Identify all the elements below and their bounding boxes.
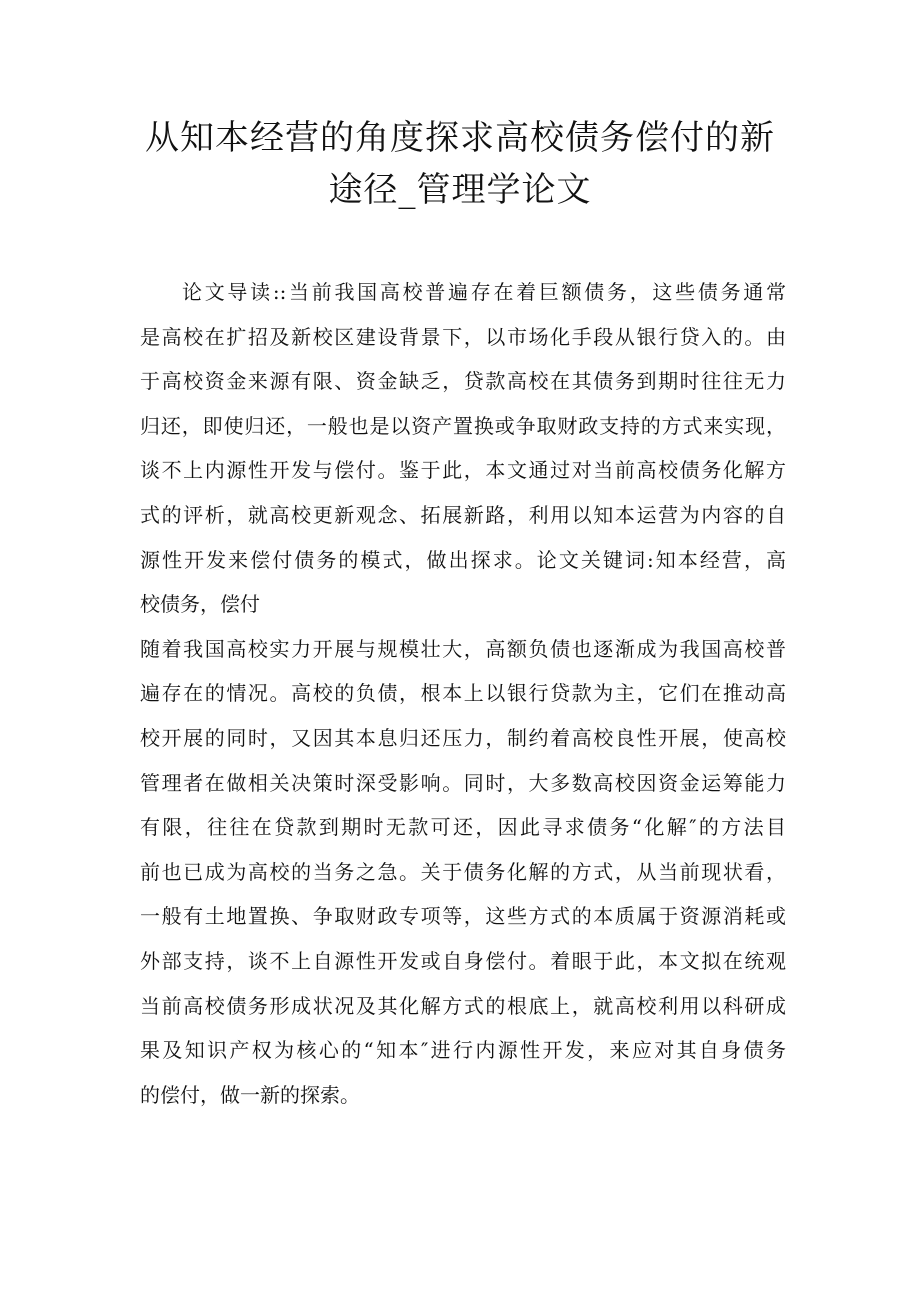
document-title <box>140 112 780 216</box>
title-line-1: 从知本经营的角度探求高校债务偿付的新 <box>145 118 775 158</box>
text-line: 校债务，偿付 <box>140 592 260 617</box>
text-line: 式的评析，就高校更新观念、拓展新路，利用以知本运营为内容的自 <box>140 502 786 527</box>
text-line: 外部支持，谈不上自源性开发或自身偿付。着眼于此，本文拟在统观 <box>140 948 786 973</box>
text-line: 遍存在的情况。高校的负债，根本上以银行贷款为主，它们在推动高 <box>140 681 786 706</box>
document-body <box>140 270 786 1117</box>
abstract-paragraph <box>140 270 786 627</box>
text-line: 校开展的同时，又因其本息归还压力，制约着高校良性开展，使高校 <box>140 725 786 750</box>
title-line-2: 途径_管理学论文 <box>328 170 592 210</box>
text-line: 于高校资金来源有限、资金缺乏，贷款高校在其债务到期时往往无力 <box>140 369 786 394</box>
text-line: 的偿付，做一新的探索。 <box>140 1082 360 1107</box>
body-paragraph <box>140 627 786 1118</box>
text-line: 是高校在扩招及新校区建设背景下，以市场化手段从银行贷入的。由 <box>140 324 786 349</box>
text-line: 当前高校债务形成状况及其化解方式的根底上，就高校利用以科研成 <box>140 993 786 1018</box>
text-line: 源性开发来偿付债务的模式，做出探求。论文关键词:知本经营，高 <box>140 547 786 572</box>
text-line: 论文导读::当前我国高校普遍存在着巨额债务，这些债务通常 <box>182 280 786 304</box>
text-line: 归还，即使归还，一般也是以资产置换或争取财政支持的方式来实现， <box>140 413 786 438</box>
text-line: 前也已成为高校的当务之急。关于债务化解的方式，从当前现状看， <box>140 859 786 884</box>
text-line: 谈不上内源性开发与偿付。鉴于此，本文通过对当前高校债务化解方 <box>140 458 786 483</box>
text-line: 果及知识产权为核心的“知本″进行内源性开发，来应对其自身债务 <box>140 1038 786 1063</box>
text-line: 一般有土地置换、争取财政专项等，这些方式的本质属于资源消耗或 <box>140 904 786 929</box>
text-line: 管理者在做相关决策时深受影响。同时，大多数高校因资金运筹能力 <box>140 770 786 795</box>
text-line: 随着我国高校实力开展与规模壮大，高额负债也逐渐成为我国高校普 <box>140 636 786 661</box>
text-line: 有限，往往在贷款到期时无款可还，因此寻求债务“化解″的方法目 <box>140 815 786 840</box>
